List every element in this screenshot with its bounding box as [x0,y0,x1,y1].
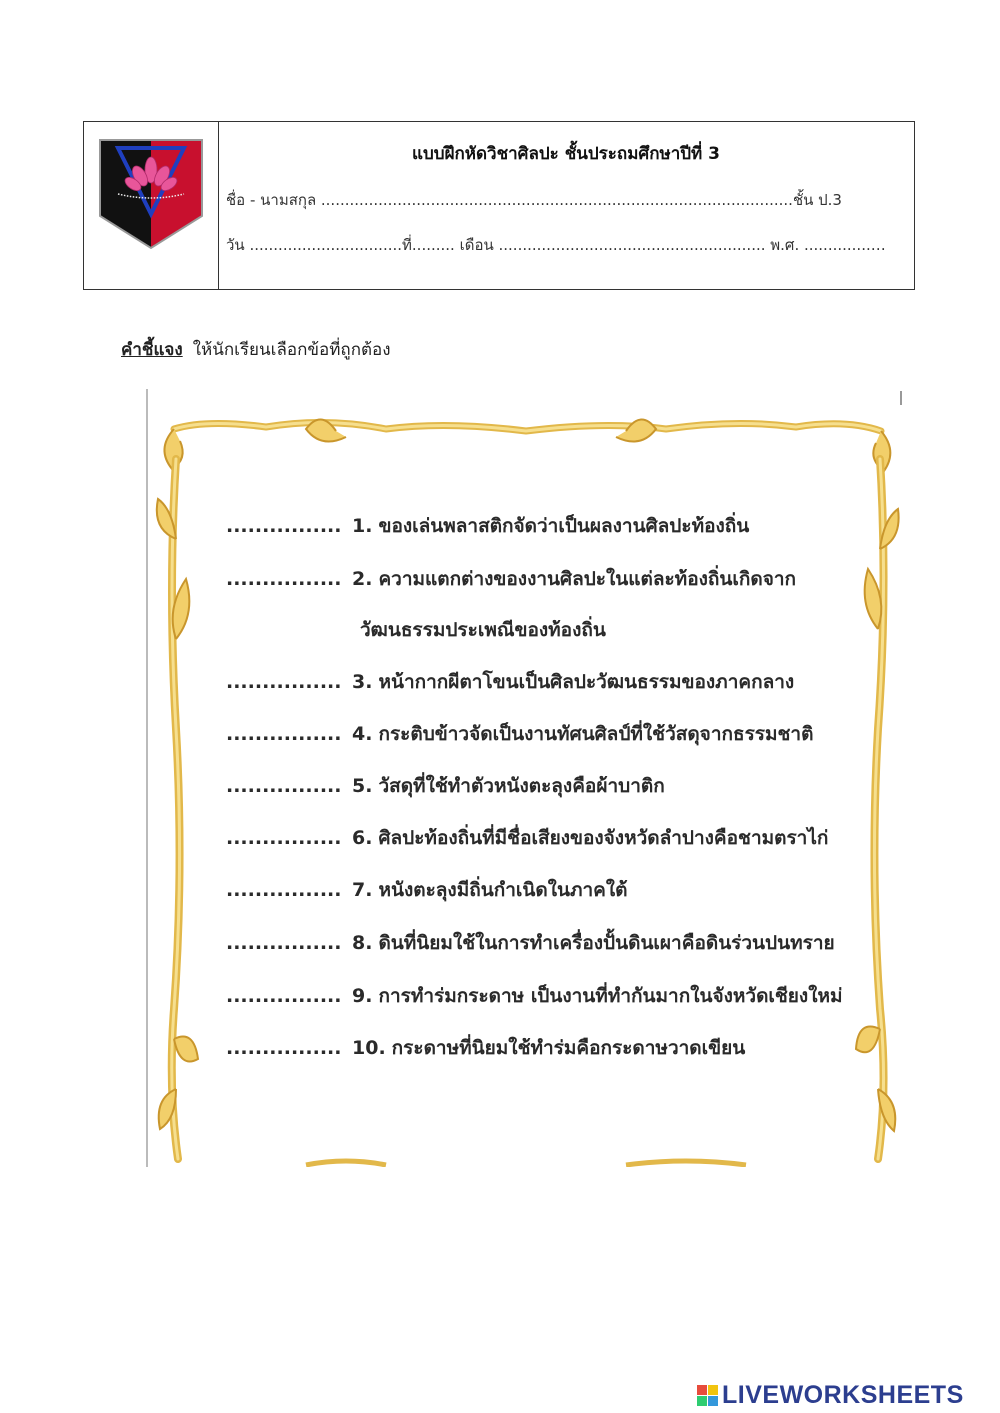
question-item [226,981,843,1011]
question-item [226,875,628,905]
logo-cell [84,122,219,289]
answer-blank[interactable]: ................ [226,879,342,901]
question-text: หนังตะลุงมีถิ่นกำเนิดในภาคใต้ [378,879,628,901]
question-number: 4. [352,723,373,745]
question-number: 1. [352,515,373,537]
question-text: กระติบข้าวจัดเป็นงานทัศนศิลป์ที่ใช้วัสดุจากธรรมชาติ [378,723,814,745]
question-item [226,771,665,801]
answer-blank[interactable]: ................ [226,985,342,1007]
question-text: ความแตกต่างของงานศิลปะในแต่ละท้องถิ่นเกิดจาก [378,568,797,590]
worksheet-title: แบบฝึกหัดวิชาศิลปะ ชั้นประถมศึกษาปีที่ 3 [411,144,720,164]
answer-blank[interactable]: ................ [226,671,342,693]
question-text: หน้ากากผีตาโขนเป็นศิลปะวัฒนธรรมของภาคกลาง [378,671,795,693]
answer-blank[interactable]: ................ [226,1037,342,1059]
answer-blank[interactable]: ................ [226,827,342,849]
question-number: 2. [352,568,373,590]
question-number: 9. [352,985,373,1007]
answer-blank[interactable]: ................ [226,723,342,745]
question-text: ของเล่นพลาสติกจัดว่าเป็นผลงานศิลปะท้องถิ่น [378,515,750,537]
answer-blank[interactable]: ................ [226,568,342,590]
question-number: 8. [352,932,373,954]
liveworksheets-logo [697,1380,964,1410]
brand-name: LIVEWORKSHEETS [722,1380,964,1409]
question-number: 6. [352,827,373,849]
header-table [83,121,915,290]
instruction-label: คำชี้แจง [121,340,183,360]
question-item [226,511,749,541]
question-item [226,1033,745,1063]
answer-blank[interactable]: ................ [226,775,342,797]
answer-blank[interactable]: ................ [226,515,342,537]
question-text: ศิลปะท้องถิ่นที่มีชื่อเสียงของจังหวัดลำปางคือชามตราไก่ [378,827,829,849]
answer-blank[interactable]: ................ [226,932,342,954]
instruction-text: ให้นักเรียนเลือกข้อที่ถูกต้อง [192,340,391,360]
question-number: 10. [352,1037,386,1059]
question-number: 7. [352,879,373,901]
question-item [226,667,794,697]
question-frame [146,389,906,1167]
question-item [226,719,813,749]
question-item [226,564,796,594]
question-text: วัสดุที่ใช้ทำตัวหนังตะลุงคือผ้าบาติก [378,775,665,797]
question-text-continued: วัฒนธรรมประเพณีของท้องถิ่น [360,619,606,641]
question-item [226,928,835,958]
question-number: 5. [352,775,373,797]
question-text: กระดาษที่นิยมใช้ทำร่มคือกระดาษวาดเขียน [391,1037,746,1059]
name-line: ชื่อ - นามสกุล ...................................................................................................ชั้น ป.3 [226,191,842,209]
brand-grid-icon [697,1385,718,1406]
question-number: 3. [352,671,373,693]
date-line: วัน ................................ที่......... เดือน ........................................................ พ.ศ. ..............… [226,236,886,254]
question-text: ดินที่นิยมใช้ในการทำเครื่องปั้นดินเผาคือดินร่วนปนทราย [378,932,835,954]
question-text: การทำร่มกระดาษ เป็นงานที่ทำกันมากในจังหวัดเชียงใหม่ [378,985,843,1007]
instruction [121,336,391,363]
school-logo-icon [96,136,206,252]
question-item [226,823,828,853]
